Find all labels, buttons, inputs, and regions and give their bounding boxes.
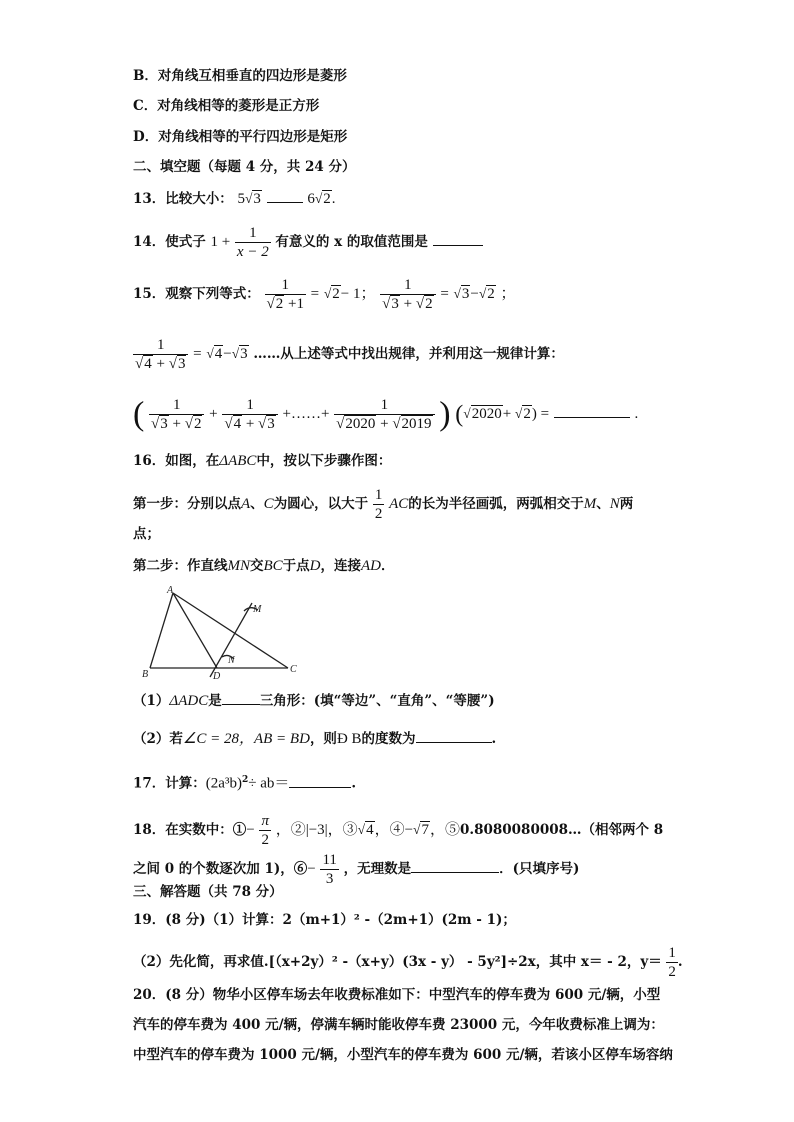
answer-blank[interactable] [554, 403, 630, 418]
question-20-line1: 20．(8 分）物华小区停车场去年收费标准如下：中型汽车的停车费为 600 元/辆，小型 [133, 987, 661, 1003]
label-a: A [167, 585, 174, 596]
label-n: N [228, 655, 235, 666]
label-d: D [213, 671, 221, 680]
question-16-step1-cont: 点； [133, 526, 160, 542]
label-m: M [253, 604, 262, 615]
question-13: 13．比较大小： 5√3 6√2. [133, 188, 336, 209]
question-18-cont: 之间 0 的个数逐次加 1)，⑥− $\frac{11}{3}$ ，无理数是 ．(只填序号) [133, 852, 580, 887]
section-heading-solve: 三、解答题（共 78 分） [133, 884, 283, 900]
question-16-part1: （1）ΔADC是 三角形：(填“等边”、“直角”、“等腰”) [133, 690, 495, 711]
answer-blank[interactable] [416, 728, 492, 743]
question-16-step1: 第一步：分别以点A、C为圆心，以大于 $\frac{1}{2}$ AC的长为半径画弧，两弧相交于M、N两 [133, 487, 634, 522]
question-16: 16．如图，在ΔABC中，按以下步骤作图： [133, 453, 392, 469]
answer-blank[interactable] [433, 231, 483, 246]
option-b: B．对角线互相垂直的四边形是菱形 [133, 68, 347, 84]
question-19-part1: 19．(8 分)（1）计算：2（m+1）² -（2m+1）(2m - 1)； [133, 912, 516, 928]
option-d: D．对角线相等的平行四边形是矩形 [133, 129, 348, 145]
question-20-line2: 汽车的停车费为 400 元/辆，停满车辆时能收停车费 23000 元，今年收费标准上调为： [133, 1017, 664, 1033]
question-16-part2: （2）若∠C = 28，AB = BD，则Ð B的度数为 . [133, 728, 496, 749]
label-b: B [142, 669, 149, 680]
question-15-pattern: $\frac{1}{√4 + √3}$ = √4−√3 ……从上述等式中找出规律，并利用这一规律计算： [135, 337, 564, 372]
fraction: $\frac{1}{x - 2}$ [236, 225, 269, 260]
answer-blank[interactable] [289, 773, 351, 788]
question-15-expression: ( $\frac{1}{√3 + √2}$ + $\frac{1}{√4 + √3}$ +……+ $\frac{1}{√2020 + √2019}$ ) (√2020+ √2) = . [133, 395, 639, 433]
section-heading-fill-blank: 二、填空题（每题 4 分，共 24 分） [133, 159, 356, 175]
question-20-line3: 中型汽车的停车费为 1000 元/辆，小型汽车的停车费为 600 元/辆，若该小区停车场容纳 [133, 1047, 673, 1063]
question-14: 14．使式子 1 + $\frac{1}{x - 2}$ 有意义的 x 的取值范围是 [133, 224, 483, 261]
question-16-step2: 第二步：作直线MN交BC于点D，连接AD． [133, 558, 395, 574]
question-18: 18．在实数中：①− $\frac{\pi}{2}$ ，②|−3|，③√4，④−√7，⑤0.8080080008…（相邻两个 8 [133, 813, 664, 848]
segment-ad [173, 593, 217, 668]
answer-blank[interactable] [267, 188, 303, 203]
label-c: C [290, 664, 297, 675]
question-19-part2: （2）先化简，再求值.[（x+2y）² -（x+y）(3x - y） - 5y²]÷2x，其中 x＝ - 2，y＝ $\frac{1}{2}$ . [133, 945, 683, 980]
triangle-construction-figure [140, 585, 300, 680]
answer-blank[interactable] [411, 858, 499, 873]
question-17: 17．计算：$(2a^3b)^2\div ab=$ . [133, 770, 356, 794]
segment-ab [150, 593, 173, 668]
question-15: 15．观察下列等式： $\frac{1}{√2 +1}$ = √2− 1； $\frac{1}{√3 + √2}$ = √3−√2 ； [133, 277, 516, 312]
answer-blank[interactable] [222, 690, 260, 705]
option-c: C．对角线相等的菱形是正方形 [133, 98, 320, 114]
